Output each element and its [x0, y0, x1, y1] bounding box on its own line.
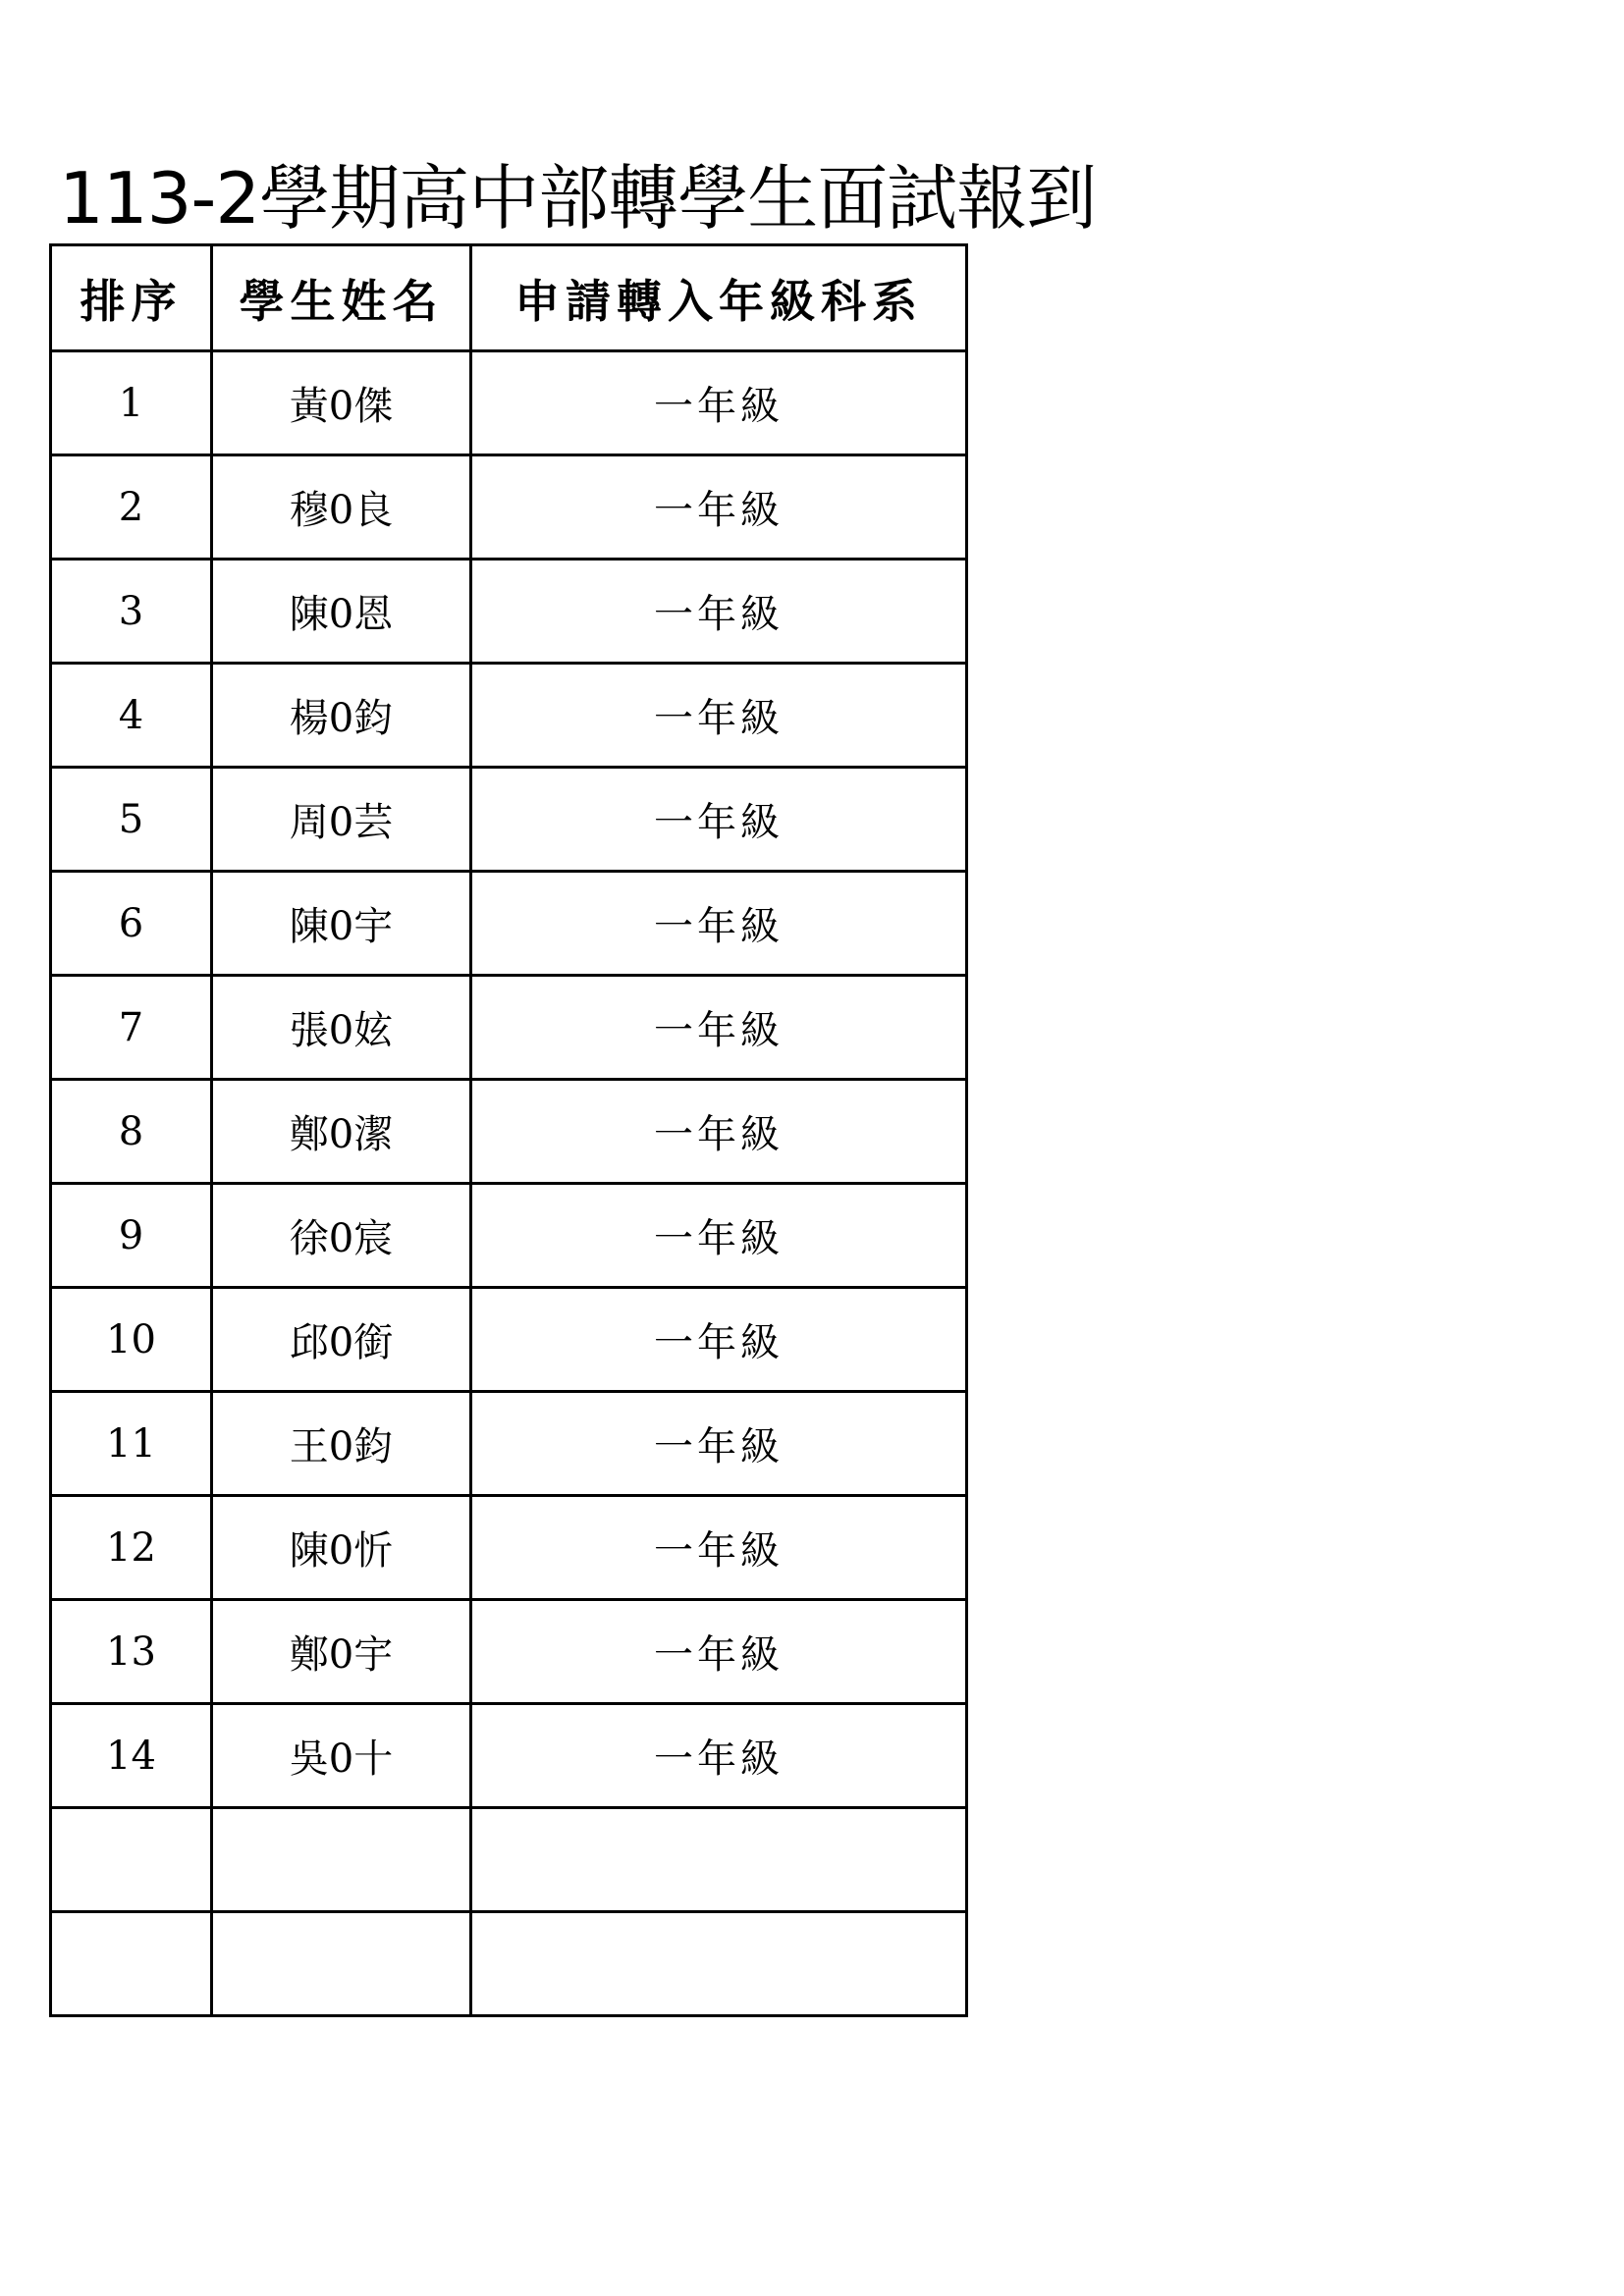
cell-order: 9: [51, 1184, 212, 1288]
table-row: [51, 768, 967, 872]
page-title: 113-2學期高中部轉學生面試報到: [59, 157, 1097, 240]
cell-grade: 一年級: [471, 1496, 967, 1600]
table-row: [51, 1392, 967, 1496]
cell-order: [51, 1912, 212, 2016]
table-row: [51, 1496, 967, 1600]
roster-table: [49, 243, 968, 2017]
table-row: [51, 1184, 967, 1288]
cell-order: 5: [51, 768, 212, 872]
header-order: 排序: [51, 245, 212, 351]
cell-student-name: 楊0鈞: [212, 664, 471, 768]
cell-student-name: 王0鈞: [212, 1392, 471, 1496]
cell-order: 3: [51, 560, 212, 664]
cell-grade: 一年級: [471, 455, 967, 560]
table-body: [51, 351, 967, 2016]
header-grade: 申請轉入年級科系: [471, 245, 967, 351]
cell-student-name: 穆0良: [212, 455, 471, 560]
cell-order: 11: [51, 1392, 212, 1496]
cell-grade: 一年級: [471, 351, 967, 455]
cell-order: 13: [51, 1600, 212, 1704]
table-row-empty: [51, 1912, 967, 2016]
cell-order: 12: [51, 1496, 212, 1600]
table-row: [51, 976, 967, 1080]
table-row: [51, 1600, 967, 1704]
table-row: [51, 1080, 967, 1184]
cell-student-name: 徐0宸: [212, 1184, 471, 1288]
cell-grade: 一年級: [471, 1392, 967, 1496]
table-row-empty: [51, 1808, 967, 1912]
cell-student-name: [212, 1808, 471, 1912]
cell-student-name: 陳0忻: [212, 1496, 471, 1600]
cell-grade: [471, 1808, 967, 1912]
cell-grade: 一年級: [471, 1080, 967, 1184]
cell-student-name: 陳0恩: [212, 560, 471, 664]
cell-order: 4: [51, 664, 212, 768]
cell-grade: 一年級: [471, 1704, 967, 1808]
cell-order: [51, 1808, 212, 1912]
cell-student-name: 鄭0宇: [212, 1600, 471, 1704]
header-student-name: 學生姓名: [212, 245, 471, 351]
header-row: [51, 245, 967, 351]
cell-grade: 一年級: [471, 768, 967, 872]
cell-order: 2: [51, 455, 212, 560]
cell-student-name: 周0芸: [212, 768, 471, 872]
cell-grade: 一年級: [471, 976, 967, 1080]
cell-order: 14: [51, 1704, 212, 1808]
table-row: [51, 1704, 967, 1808]
cell-order: 7: [51, 976, 212, 1080]
cell-order: 10: [51, 1288, 212, 1392]
cell-grade: 一年級: [471, 1184, 967, 1288]
table-row: [51, 560, 967, 664]
table-row: [51, 351, 967, 455]
cell-student-name: 吳0十: [212, 1704, 471, 1808]
cell-student-name: 黃0傑: [212, 351, 471, 455]
cell-grade: [471, 1912, 967, 2016]
table-row: [51, 872, 967, 976]
cell-student-name: 陳0宇: [212, 872, 471, 976]
cell-grade: 一年級: [471, 1288, 967, 1392]
cell-order: 6: [51, 872, 212, 976]
cell-order: 8: [51, 1080, 212, 1184]
cell-student-name: 鄭0潔: [212, 1080, 471, 1184]
cell-grade: 一年級: [471, 560, 967, 664]
table-row: [51, 455, 967, 560]
cell-order: 1: [51, 351, 212, 455]
cell-student-name: [212, 1912, 471, 2016]
cell-grade: 一年級: [471, 1600, 967, 1704]
cell-student-name: 張0妶: [212, 976, 471, 1080]
table-row: [51, 1288, 967, 1392]
cell-student-name: 邱0銜: [212, 1288, 471, 1392]
cell-grade: 一年級: [471, 664, 967, 768]
table-header: [51, 245, 967, 351]
cell-grade: 一年級: [471, 872, 967, 976]
table-row: [51, 664, 967, 768]
